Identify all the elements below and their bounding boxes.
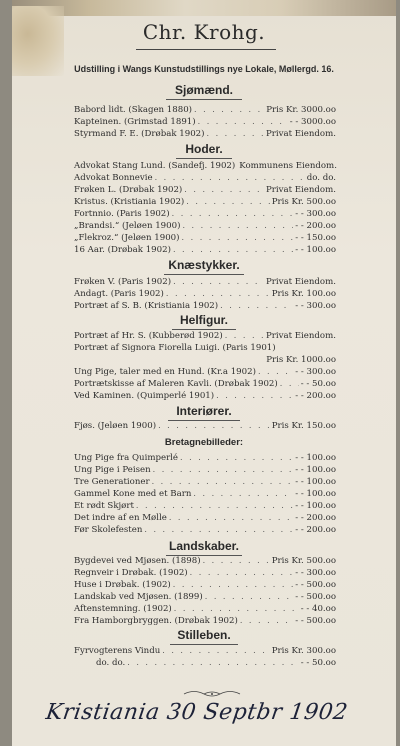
list-item: Tre Generationer . . . - - 100.oo: [74, 476, 336, 488]
list-item: „Brandsi.“ (Jeløen 1900) . . . - - 200.oo: [74, 220, 336, 232]
list-item: Frøken V. (Paris 1902) . . . Privat Eiendom.: [74, 276, 336, 288]
list-item: Fortnnio. (Paris 1902) . . . - - 300.oo: [74, 208, 336, 220]
list-item: Bygdevei ved Mjøsen. (1898) . . . Pris Kr. 500.oo: [74, 555, 336, 567]
list-item: Regnveir i Drøbak. (1902) . . . - - 300.oo: [74, 567, 336, 579]
section-rule: [176, 158, 232, 159]
list-item: Babord lidt. (Skagen 1880) . . . Pris Kr. 3000.oo: [74, 104, 336, 116]
list-item: Portræt af Hr. S. (Kubberød 1902) . . . Privat Eiendom.: [74, 330, 336, 342]
list-item: Før Skolefesten . . . - - 200.oo: [74, 524, 336, 536]
list-item: Portræt af S. B. (Kristiania 1902) . . . - - 300.oo: [74, 300, 336, 312]
list-item: Det indre af en Mølle . . . - - 200.oo: [74, 512, 336, 524]
list-item: Fjøs. (Jeløen 1900) . . . Pris Kr. 150.oo: [74, 420, 336, 432]
list-item: Frøken L. (Drøbak 1902) . . . Privat Eiendom.: [74, 184, 336, 196]
list-item: „Flekroz.“ (Jeløen 1900) . . . - - 150.oo: [74, 232, 336, 244]
page-title: Chr. Krohg.: [142, 20, 266, 44]
list-item: Advokat Bonnevie . . . do. do.: [74, 172, 336, 184]
section-heading-bretagne: Bretagnebilleder:: [164, 437, 244, 448]
list-item: Gammel Kone med et Barn . . . - - 100.oo: [74, 488, 336, 500]
section-heading-interiorer: Interiører.: [176, 404, 232, 418]
title-underline: [136, 49, 276, 50]
list-item: Portrætskisse af Maleren Kavli. (Drøbak 1902) . . . - - 50.oo: [74, 378, 336, 390]
section-heading-landskaber: Landskaber.: [168, 539, 240, 553]
list-item: Aftenstemning. (1902) . . . - - 40.oo: [74, 603, 336, 615]
list-item: Portræt af Signora Fiorella Luigi. (Paris 1901): [74, 343, 276, 353]
list-item: Advokat Stang Lund. (Sandefj. 1902) Kommunens Eiendom.: [74, 161, 337, 171]
list-item: Fyrvogterens Vindu . . . Pris Kr. 300.oo: [74, 645, 336, 657]
list-item: Ved Kaminen. (Quimperlé 1901) . . . - - 200.oo: [74, 390, 336, 402]
section-heading-sjomaend: Sjømænd.: [174, 83, 233, 97]
section-rule: [164, 274, 244, 275]
list-item: 16 Aar. (Drøbak 1902) . . . - - 100.oo: [74, 244, 336, 256]
ornament-flourish: [182, 689, 242, 699]
catalogue-page: [12, 0, 396, 746]
section-heading-stilleben: Stilleben.: [177, 628, 231, 642]
section-rule: [166, 99, 242, 100]
list-item: Pris Kr. 1000.oo: [266, 355, 336, 365]
list-item: Ung Pige, taler med en Hund. (Kr.a 1902) . . . - - 300.oo: [74, 366, 336, 378]
list-item: do. do. . . . - - 50.oo: [96, 657, 336, 669]
section-heading-knaestykker: Knæstykker.: [168, 258, 240, 272]
list-item: Ung Pige fra Quimperlé . . . - - 100.oo: [74, 452, 336, 464]
list-item: Andagt. (Paris 1902) . . . Pris Kr. 100.oo: [74, 288, 336, 300]
torn-edge: [12, 0, 396, 16]
list-item: Kristus. (Kristiania 1902) . . . Pris Kr. 500.oo: [74, 196, 336, 208]
section-heading-helfigur: Helfigur.: [179, 313, 228, 327]
list-item: Ung Pige i Peisen . . . - - 100.oo: [74, 464, 336, 476]
list-item: Landskab ved Mjøsen. (1899) . . . - - 500.oo: [74, 591, 336, 603]
list-item: Styrmand F. E. (Drøbak 1902) . . . Privat Eiendom.: [74, 128, 336, 140]
exhibition-subtitle: Udstilling i Wangs Kunstudstillings nye Lokale, Møllergd. 16.: [74, 64, 334, 74]
list-item: Fra Hamborgbryggen. (Drøbak 1902) . . . - - 500.oo: [74, 615, 336, 627]
handwritten-signature: Kristiania 30 Septbr 1902: [44, 700, 350, 725]
section-heading-hoder: Hoder.: [185, 142, 223, 156]
list-item: Kapteinen. (Grimstad 1891) . . . - - 3000.oo: [74, 116, 336, 128]
list-item: Huse i Drøbak. (1902) . . . - - 500.oo: [74, 579, 336, 591]
list-item: Et rødt Skjørt . . . - - 100.oo: [74, 500, 336, 512]
